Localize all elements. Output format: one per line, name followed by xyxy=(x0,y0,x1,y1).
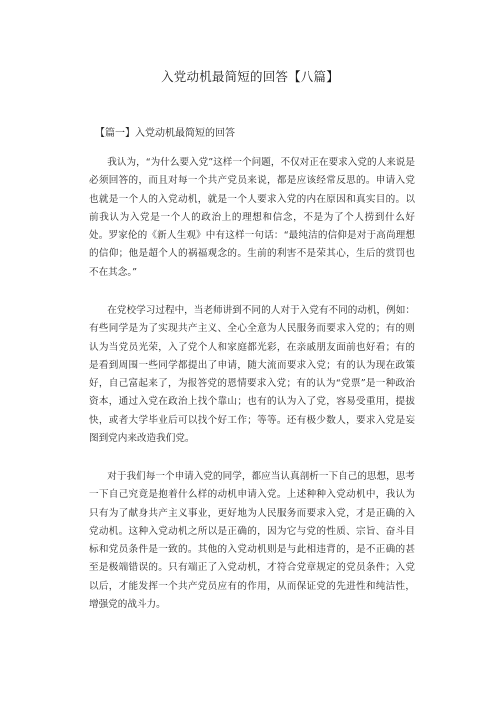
page-title: 入党动机最简短的回答【八篇】 xyxy=(161,69,339,84)
section-heading: 【篇一】入党动机最简短的回答 xyxy=(95,128,235,139)
body-paragraph-3: 对于我们每一个申请入党的同学，都应当认真剖析一下自己的思想，思考一下自己究竟是抱着什么样的动机申请入党。上述种种入党动机中，我认为只有为了献身共产主义事业，更好地为人民服务而要求入党，才是正确的入党动机。这种入党动机之所以是正确的，因为它与党的性质、宗旨、奋斗目标和党员条件是一致的。其他的入党动机则是与此相违背的，是不正确的甚至是极端错误的。只有端正了入党动机，才符合党章规定的党员条件；入党以后，才能发挥一个共产党员应有的作用，从而保证党的先进性和纯洁性，增强党的战斗力。 xyxy=(89,471,415,611)
body-paragraph-1: 我认为，“为什么要入党”这样一个问题，不仅对正在要求入党的人来说是必须回答的，而且对每一个共产党员来说，都是应该经常反思的。申请入党也就是一个人的入党动机，就是一个人要求入党的内在原因和真实目的。以前我认为入党是一个人的政治上的理想和信念，不是为了个人捞到什么好处。罗家伦的《新人生观》中有这样一句话：“最纯洁的信仰是对于高尚理想的信仰；他是超个人的祸福观念的。生前的利害不是荣其心，生后的赏罚也不在其念。” xyxy=(89,157,415,278)
body-paragraph-2: 在党校学习过程中，当老师讲到不同的人对于入党有不同的动机，例如：有些同学是为了实现共产主义、全心全意为人民服务而要求入党的；有的则认为当党员光荣，入了党个人和家庭都光彩，在亲戚朋友面前也好看；有的是看到周围一些同学都提出了申请，随大流而要求入党；有的认为现在政策好，自己富起来了，为报答党的恩情要求入党；有的认为“党票”是一种政治资本，通过入党在政治上找个靠山；也有的认为入了党，容易受重用，提拔快，或者大学毕业后可以找个好工作；等等。还有极少数人，要求入党是妄图到党内来改造我们党。 xyxy=(89,305,415,445)
